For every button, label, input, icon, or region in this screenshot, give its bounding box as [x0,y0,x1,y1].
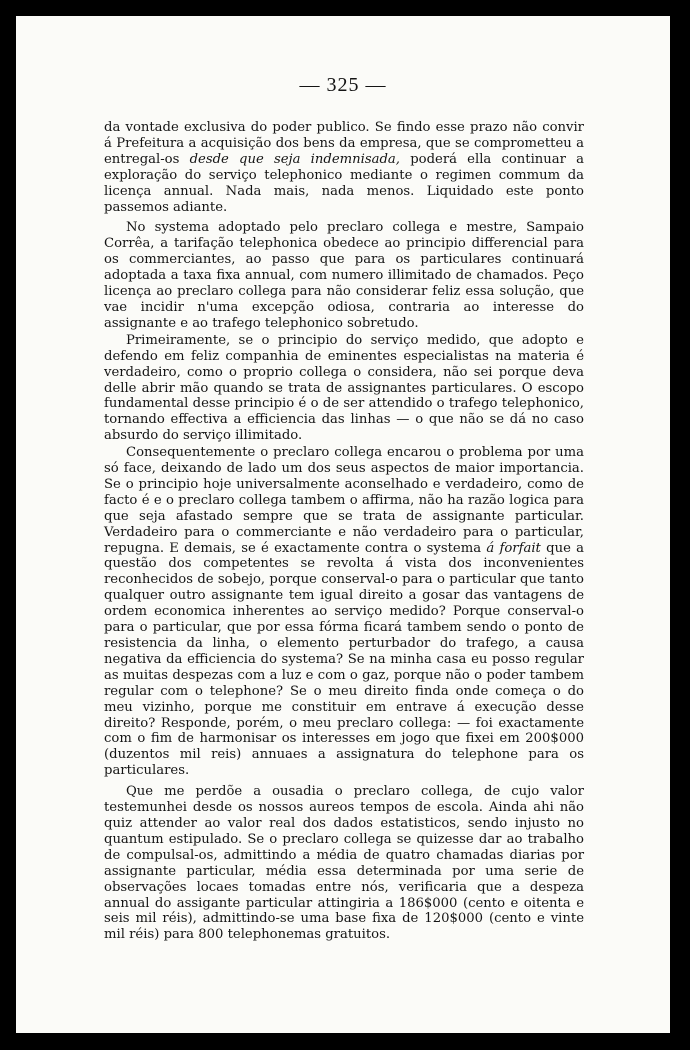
text-run: No systema adoptado pelo preclaro collega e mestre, Sampaio Corrêa, a tarifação telephonica obedece ao principio differencial para os commerciantes, ao passo que para os particulares continuará adoptada a taxa fixa annual, com numero illimitado de chamados. Peço licença ao preclaro collega para não considerar feliz essa solução, que vae incidir n'uma excepção odiosa, contraria ao interesse do assignante e ao trafego telephonico sobretudo. [104,220,584,331]
italic-text: á forfait [486,540,541,556]
paragraph [104,445,584,779]
text-run: Primeiramente, se o principio do serviço medido, que adopto e defendo em feliz companhia de eminentes especialistas na materia é verdadeiro, como o proprio collega o considera, não sei porque deva delle abrir mão quando se trata de assignantes particulares. O escopo fundamental desse principio é o de ser attendido o trafego telephonico, tornando effectiva a efficiencia das linhas — o que não se dá no caso absurdo do serviço illimitado. [104,332,584,444]
text-run: poderá ella continuar a exploração do serviço telephonico mediante o regimen commum da licença annual. Nada mais, nada menos. Liquidado este ponto passemos adiante. [104,151,585,215]
text-run: que a questão dos competentes se revolta á vista dos inconvenientes reconhecidos de sobejo, porque conserval-o para o particular que tanto qualquer outro assignante tem igual direito a gosar das vantagens de ordem economica inherentes ao serviço medido? Porque conserval-o para o particular, que por essa fórma ficará tambem sendo o ponto de resistencia da linha, o elemento perturbador do trafego, a causa negativa da efficiencia do systema? Se na minha casa eu posso regular as muitas despezas com a luz e com o gaz, porque não o poder tambem regular com o telephone? Se o meu direito finda onde começa o do meu vizinho, porque me constituir em entrave á execução desse direito? Responde, porém, o meu preclaro collega: — foi exactamente com o fim de harmonisar os interesses em jogo que fixei em 200$000 (duzentos mil reis) annuaes a assignatura do telephone para os particulares. [104,540,584,779]
paragraph [104,784,584,943]
paragraph [104,120,584,215]
page-number: — 325 — [299,74,387,96]
text-run: da vontade exclusiva do poder publico. Se findo esse prazo não convir á Prefeitura a acquisição dos bens da empresa, que se comprometteu a entregal-os [104,120,584,167]
italic-text: desde que seja indemnisada, [189,151,400,167]
document-page [16,16,670,1033]
paragraph [104,333,584,444]
text-run: Que me perdõe a ousadia o preclaro collega, de cujo valor testemunhei desde os nossos aureos tempos de escola. Ainda ahi não quiz attender ao valor real dos dados estatisticos, sendo injusto no quantum estipulado. Se o preclaro collega se quizesse dar ao trabalho de compulsal-os, admittindo a média de quatro chamadas diarias por assignante particular, média essa determinada por uma serie de observações locaes tomadas entre nós, verificaria que a despeza annual do assigante particular attingiria a 186$000 (cento e oitenta e seis mil réis), admittindo-se uma base fixa de 120$000 (cento e vinte mil réis) para 800 telephonemas gratuitos. [104,784,584,943]
text-run: Consequentemente o preclaro collega encarou o problema por uma só face, deixando de lado um dos seus aspectos de maior importancia. Se o principio hoje universalmente aconselhado e verdadeiro, como de facto é e o preclaro collega tambem o affirma, não ha razão logica para que seja afastado sempre que se trata de assignante particular. Verdadeiro para o commerciante e não verdadeiro para o particular, repugna. E demais, se é exactamente contra o systema [104,445,584,556]
paragraph [104,220,584,331]
body-text [104,120,584,943]
